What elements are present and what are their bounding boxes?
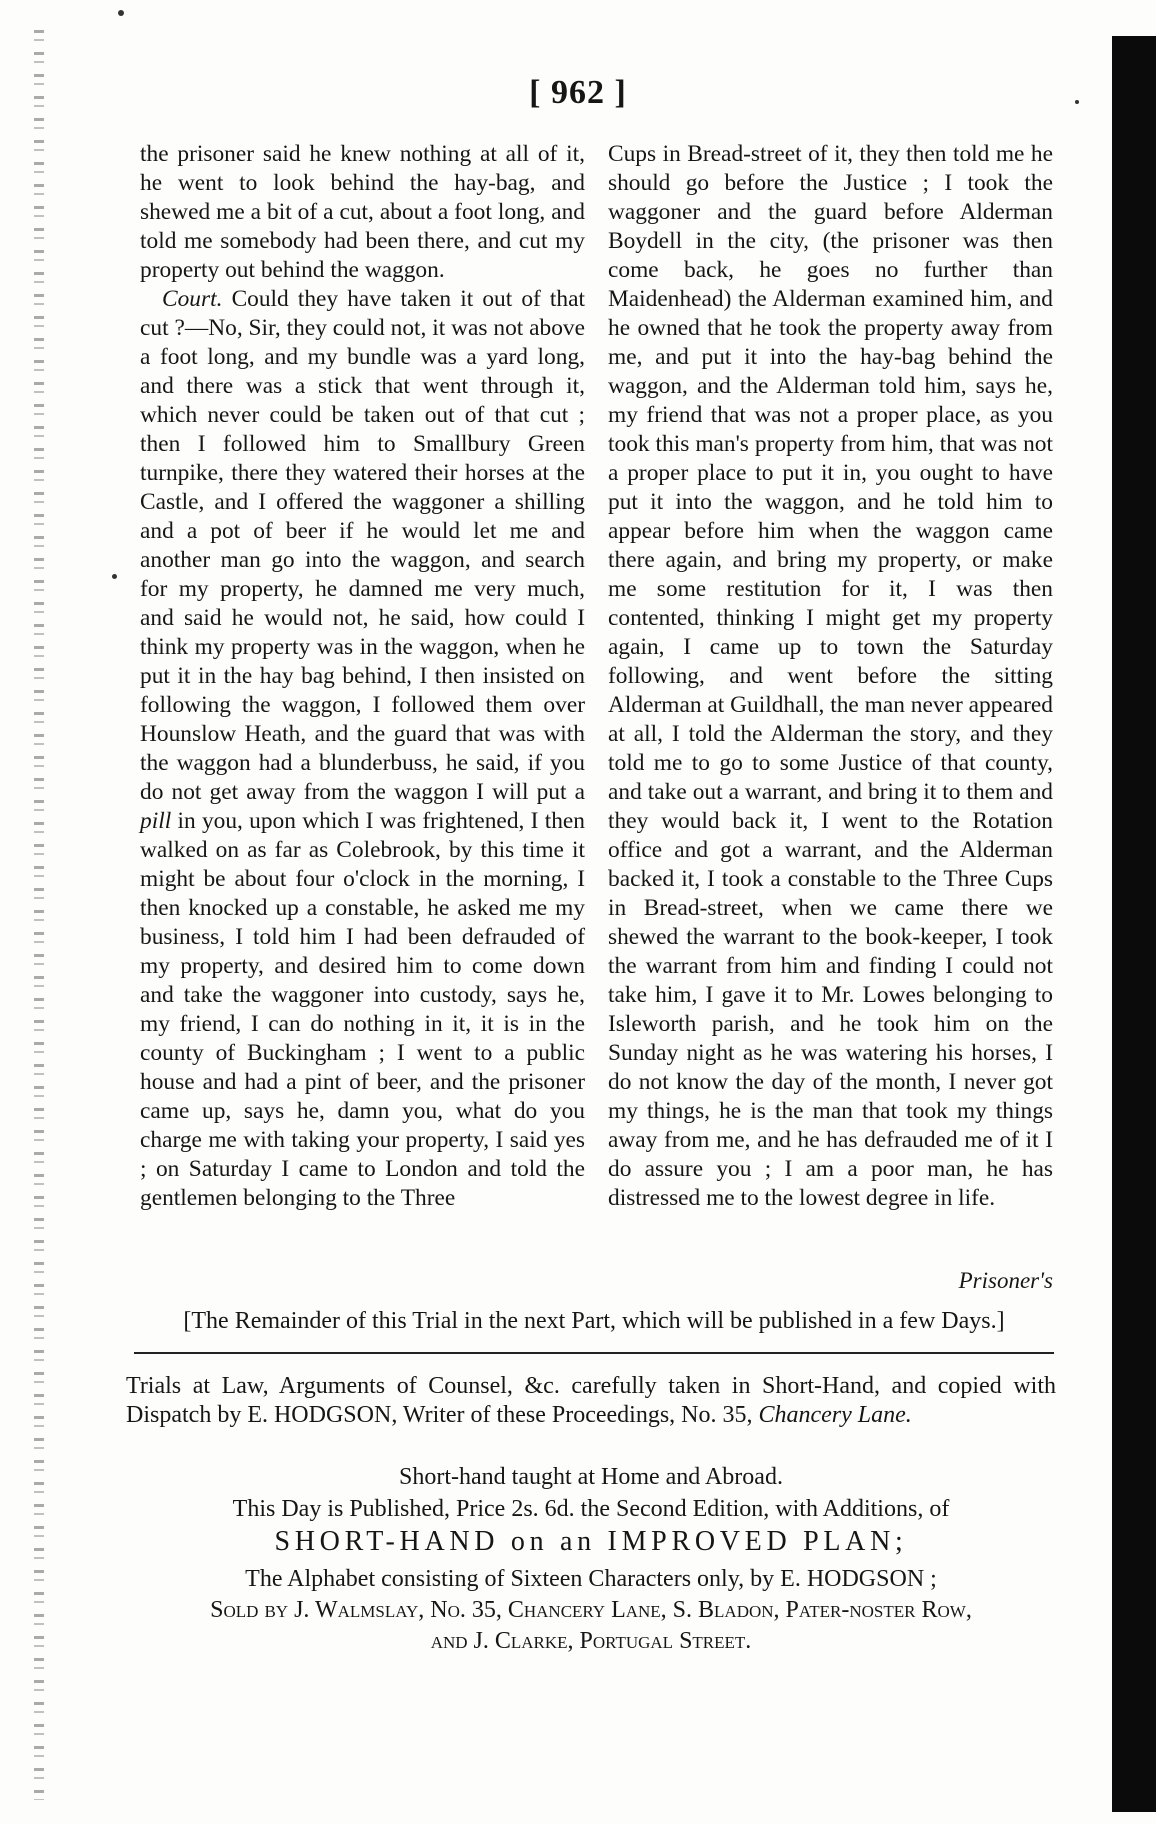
chancery-lane: Chancery Lane.	[758, 1402, 912, 1428]
left-paragraph-3: in you, upon which I was frightened, I then walked on as far as Colebrook, by this time it might be about four o'clock in the morning, I then knocked up a constable, he asked me my business, I told him I had been defrauded of my property, and desired him to come down and take the waggoner into custody, says he, my friend, I can do nothing in it, it is in the county of Buckingham ; I went to a public house and had a pint of beer, and the prisoner came up, says he, damn you, what do you charge me with taking your property, I said yes ; on Saturday I came to London and told the gentlemen belonging to the Three	[140, 808, 585, 1211]
right-paragraph-1: Cups in Bread-street of it, they then told me he should go before the Justice ; I took the waggoner and the guard before Alderman Boydell in the city, (the prisoner was then come back, he goes no further than Maidenhead) the Alderman examined him, and he owned that he took the property away from me, and put it into the hay-bag behind the waggon, and the Alderman told him, says he, my friend that was not a proper place, as you took this man's property from him, that was not a proper place to put it in, you ought to have put it into the waggon, and he told him to appear before him when the waggon came there again, and bring my property, or make me some restitution for it, I was then contented, thinking I might get my property again, I came up to town the Saturday following, and went before the sitting Alderman at Guildhall, the man never appeared at all, I told the Alderman the story, and they told me to go to some Justice of that county, and take out a warrant, and bring it to them and they would back it, I went to the Rotation office and got a warrant, and the Alderman backed it, I took a constable to the Three Cups in Bread-street, when we came there we shewed the warrant to the book-keeper, I took the warrant from him and finding I could not take him, I gave it to Mr. Lowes belonging to Isleworth parish, and he took him on the Sunday night as he was watering his horses, I do not know the day of the month, I never got my things, he is the man that took my things away from me, and he has defrauded me of it I do assure you ; I am a poor man, he has distressed me to the lowest degree in life.	[608, 141, 1053, 1211]
trials-advertisement	[126, 1372, 1056, 1430]
binding-margin-marks	[34, 30, 44, 1800]
scan-edge-bar	[1112, 36, 1156, 1812]
trials-text: Trials at Law, Arguments of Counsel, &c. carefully taken in Short-Hand, and copied with Dispatch by E. HODGSON, Writer of these Proceedings, No. 35,	[126, 1373, 1056, 1428]
right-column	[608, 140, 1053, 1213]
left-paragraph-2	[140, 285, 585, 1213]
court-label: Court.	[162, 286, 223, 312]
alphabet-line: The Alphabet consisting of Sixteen Characters only, by E. HODGSON ;	[245, 1566, 937, 1592]
short-hand-taught: Short-hand taught at Home and Abroad.	[399, 1464, 783, 1490]
ink-speck	[112, 574, 117, 579]
remainder-notice: [The Remainder of this Trial in the next Part, which will be published in a few Days.]	[183, 1308, 1005, 1334]
publication-notice: This Day is Published, Price 2s. 6d. the Second Edition, with Additions, of	[232, 1496, 950, 1522]
clarke-line: and J. Clarke, Portugal Street.	[430, 1628, 752, 1654]
catchword: Prisoner's	[958, 1268, 1053, 1293]
pill-word: pill	[140, 808, 172, 834]
sold-by-line: Sold by J. Walmslay, No. 35, Chancery Lane, S. Bladon, Pater-noster Row,	[210, 1597, 972, 1623]
page-number: [ 962 ]	[529, 74, 627, 111]
shorthand-title: SHORT-HAND on an IMPROVED PLAN;	[274, 1526, 908, 1557]
ink-speck	[118, 10, 124, 16]
court-question: Could they have taken it out of that cut ?—No, Sir, they could not, it was not above a foot long, and my bundle was a yard long, and there was a stick that went through it, which never could be taken out of that cut ; then I followed him to Smallbury Green turnpike, there they watered their horses at the Castle, and I offered the waggoner a shilling and a pot of beer if he would let me and another man go into the waggon, and search for my property, he damned me very much, and said he would not, he said, how could I think my property was in the waggon, when he put it in the hay bag behind, I then insisted on following the waggon, I followed them over Hounslow Heath, and the guard that was with the waggon had a blunderbuss, he said, if you do not get away from the waggon I will put a	[140, 286, 585, 805]
left-column	[140, 140, 585, 1213]
section-divider	[134, 1352, 1054, 1354]
left-paragraph-1: the prisoner said he knew nothing at all of it, he went to look behind the hay-bag, and shewed me a bit of a cut, about a foot long, and told me somebody had been there, and cut my property out behind the waggon.	[140, 141, 585, 283]
